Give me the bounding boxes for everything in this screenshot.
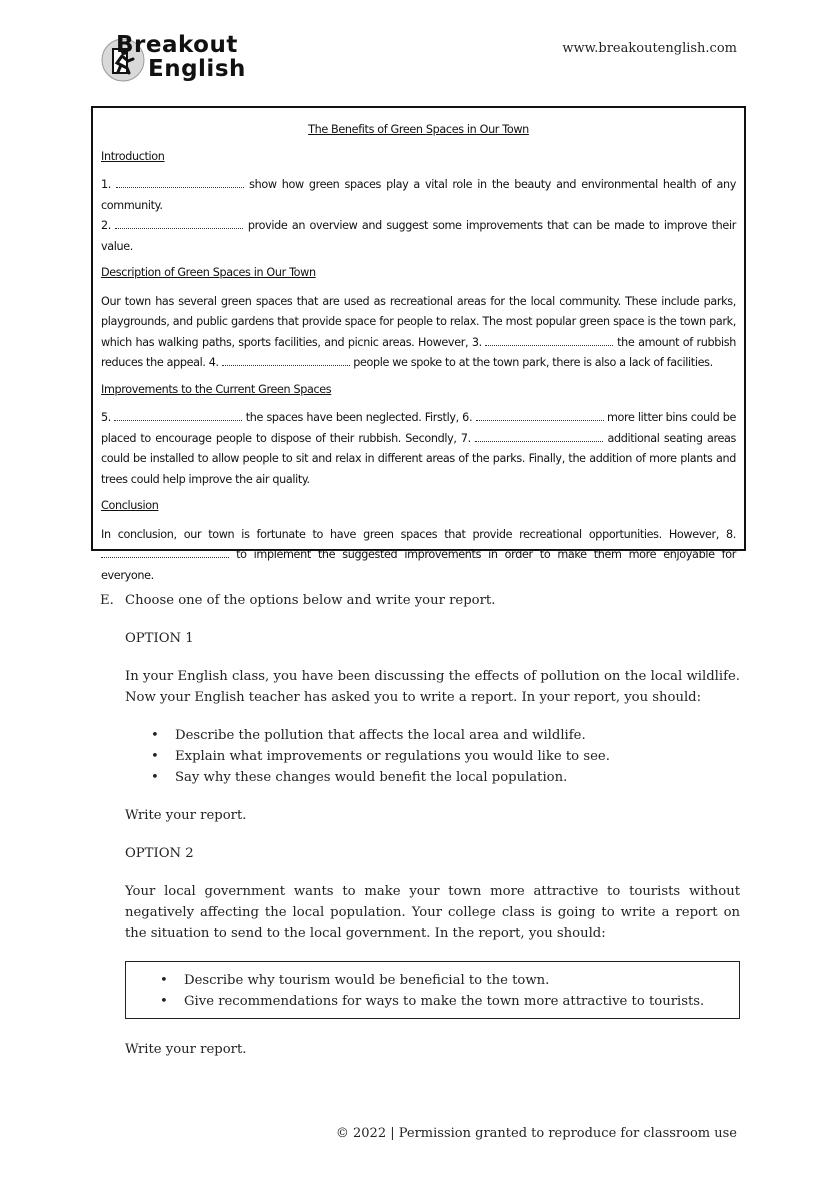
gap-5 bbox=[114, 410, 242, 421]
option-1 bbox=[100, 628, 740, 826]
option-2 bbox=[100, 843, 740, 1060]
option-2-bullets bbox=[126, 970, 739, 1012]
copyright-footer: © 2022 | Permission granted to reproduce for classroom use bbox=[335, 1126, 737, 1141]
description-heading: Description of Green Spaces in Our Town bbox=[101, 266, 316, 279]
list-item: • Describe the pollution that affects the local area and wildlife. bbox=[175, 725, 740, 746]
option-2-title: OPTION 2 bbox=[125, 846, 194, 861]
gap-4 bbox=[222, 355, 350, 366]
list-item: • Give recommendations for ways to make the town more attractive to tourists. bbox=[184, 991, 739, 1012]
option-2-prompt: Your local government wants to make your town more attractive to tourists without negatively affecting the local population. Your college class is going to write a report on the situation to send to the local government. In the report, you should: bbox=[125, 884, 740, 941]
conclusion-paragraph: In conclusion, our town is fortunate to have green spaces that provide recreational opportunities. However, 8. to implement the suggested improvements in order to make them more enjoyable for everyone. bbox=[101, 527, 736, 582]
option-2-closing: Write your report. bbox=[125, 1042, 247, 1057]
exercise-letter: E. bbox=[100, 593, 114, 608]
breakout-english-logo bbox=[100, 33, 260, 85]
gap-3 bbox=[485, 335, 613, 346]
option-1-title: OPTION 1 bbox=[125, 631, 194, 646]
exercise-instruction: Choose one of the options below and write your report. bbox=[125, 593, 496, 608]
conclusion-heading: Conclusion bbox=[101, 499, 159, 512]
option-2-bullet-box bbox=[125, 961, 740, 1019]
model-report-box bbox=[91, 106, 746, 582]
gap-6 bbox=[476, 410, 604, 421]
option-1-closing: Write your report. bbox=[125, 808, 247, 823]
gap-8 bbox=[101, 547, 229, 558]
improvements-paragraph: 5. the spaces have been neglected. Firstly, 6. more litter bins could be placed to encourage people to dispose of their rubbish. Secondly, 7. additional seating areas could be installed to allow people to sit and relax in different areas of the parks. Finally, the addition of more plants and trees could help improve the air quality. bbox=[101, 411, 736, 486]
option-1-bullets bbox=[125, 725, 740, 788]
description-paragraph: Our town has several green spaces that are used as recreational areas for the local community. These include parks, playgrounds, and public gardens that provide space for people to relax. The most popular green space is the town park, which has walking paths, sports facilities, and picnic areas. However, 3. the amount of rubbish reduces the appeal. 4. people we spoke to at the town park, there is also a lack of facilities. bbox=[101, 294, 736, 369]
exercise-e bbox=[100, 590, 740, 1077]
logo-line2: English bbox=[148, 56, 246, 82]
report-title: The Benefits of Green Spaces in Our Town bbox=[308, 123, 529, 136]
option-1-prompt: In your English class, you have been discussing the effects of pollution on the local wildlife. Now your English teacher has asked you to write a report. In your report, you should: bbox=[125, 669, 740, 705]
intro-heading: Introduction bbox=[101, 149, 165, 163]
improvements-heading: Improvements to the Current Green Spaces bbox=[101, 382, 332, 396]
logo-wordmark bbox=[116, 33, 246, 81]
gap-1 bbox=[116, 177, 244, 188]
list-item: • Say why these changes would benefit the local population. bbox=[175, 767, 740, 788]
logo-line1: Breakout bbox=[116, 32, 238, 58]
gap-7 bbox=[475, 431, 603, 442]
site-url: www.breakoutenglish.com bbox=[562, 41, 737, 56]
list-item: • Describe why tourism would be beneficial to the town. bbox=[184, 970, 739, 991]
list-item: • Explain what improvements or regulations you would like to see. bbox=[175, 746, 740, 767]
intro-paragraph: 1. show how green spaces play a vital role in the beauty and environmental health of any community. 2. provide an overview and suggest some improvements that can be made to improve their value. bbox=[101, 178, 736, 253]
exercise-e-heading bbox=[100, 590, 740, 611]
gap-2 bbox=[115, 218, 243, 229]
